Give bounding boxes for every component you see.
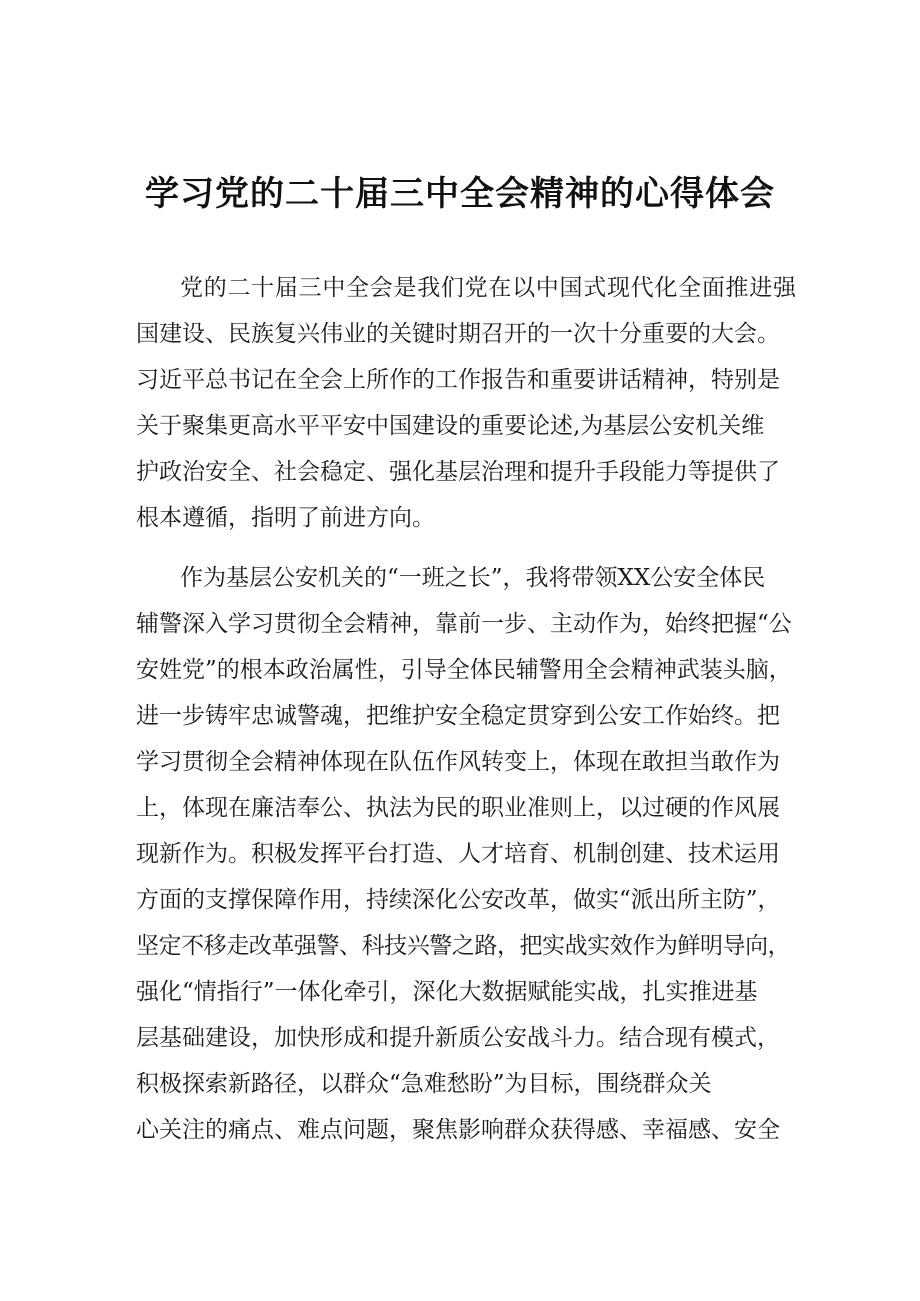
- paragraph-line: 关于聚集更高水平平安中国建设的重要论述,为基层公安机关维: [136, 413, 765, 439]
- paragraph-line: 国建设、民族复兴伟业的关键时期召开的一次十分重要的大会。: [136, 321, 780, 347]
- paragraph-line: 强化“情指行”一体化牵引，深化大数据赋能实战，扎实推进基: [136, 979, 758, 1005]
- paragraph-line: 积极探索新路径，以群众“急难愁盼”为目标，围绕群众关: [136, 1071, 712, 1097]
- paragraph-line: 学习贯彻全会精神体现在队伍作风转变上，体现在敢担当敢作为: [136, 749, 780, 775]
- document-title: 学习党的二十届三中全会精神的心得体会: [145, 174, 775, 214]
- paragraph-line: 现新作为。积极发挥平台打造、人才培育、机制创建、技术运用: [136, 841, 780, 867]
- paragraph-line: 护政治安全、社会稳定、强化基层治理和提升手段能力等提供了: [136, 459, 780, 485]
- paragraph-line: 进一步铸牢忠诚警魂，把维护安全稳定贯穿到公安工作始终。把: [136, 703, 780, 729]
- paragraph-line: 作为基层公安机关的“一班之长”，我将带领XX公安全体民: [180, 565, 766, 591]
- paragraph-line: 党的二十届三中全会是我们党在以中国式现代化全面推进强: [180, 275, 796, 301]
- paragraph-line: 心关注的痛点、难点问题，聚焦影响群众获得感、幸福感、安全: [136, 1117, 780, 1143]
- paragraph-line: 坚定不移走改革强警、科技兴警之路，把实战实效作为鲜明导向，: [136, 933, 791, 959]
- paragraph-line: 方面的支撑保障作用，持续深化公安改革，做实“派出所主防”，: [136, 887, 781, 913]
- paragraph-line: 安姓党”的根本政治属性，引导全体民辅警用全会精神武装头脑，: [136, 657, 792, 683]
- paragraph-line: 习近平总书记在全会上所作的工作报告和重要讲话精神，特别是: [136, 367, 780, 393]
- paragraph-line: 辅警深入学习贯彻全会精神，靠前一步、主动作为，始终把握“公: [136, 611, 792, 637]
- paragraph-line: 层基础建设，加快形成和提升新质公安战斗力。结合现有模式，: [136, 1025, 780, 1051]
- paragraph-line: 根本遵循，指明了前进方向。: [136, 505, 435, 531]
- paragraph-line: 上，体现在廉洁奉公、执法为民的职业准则上，以过硬的作风展: [136, 795, 780, 821]
